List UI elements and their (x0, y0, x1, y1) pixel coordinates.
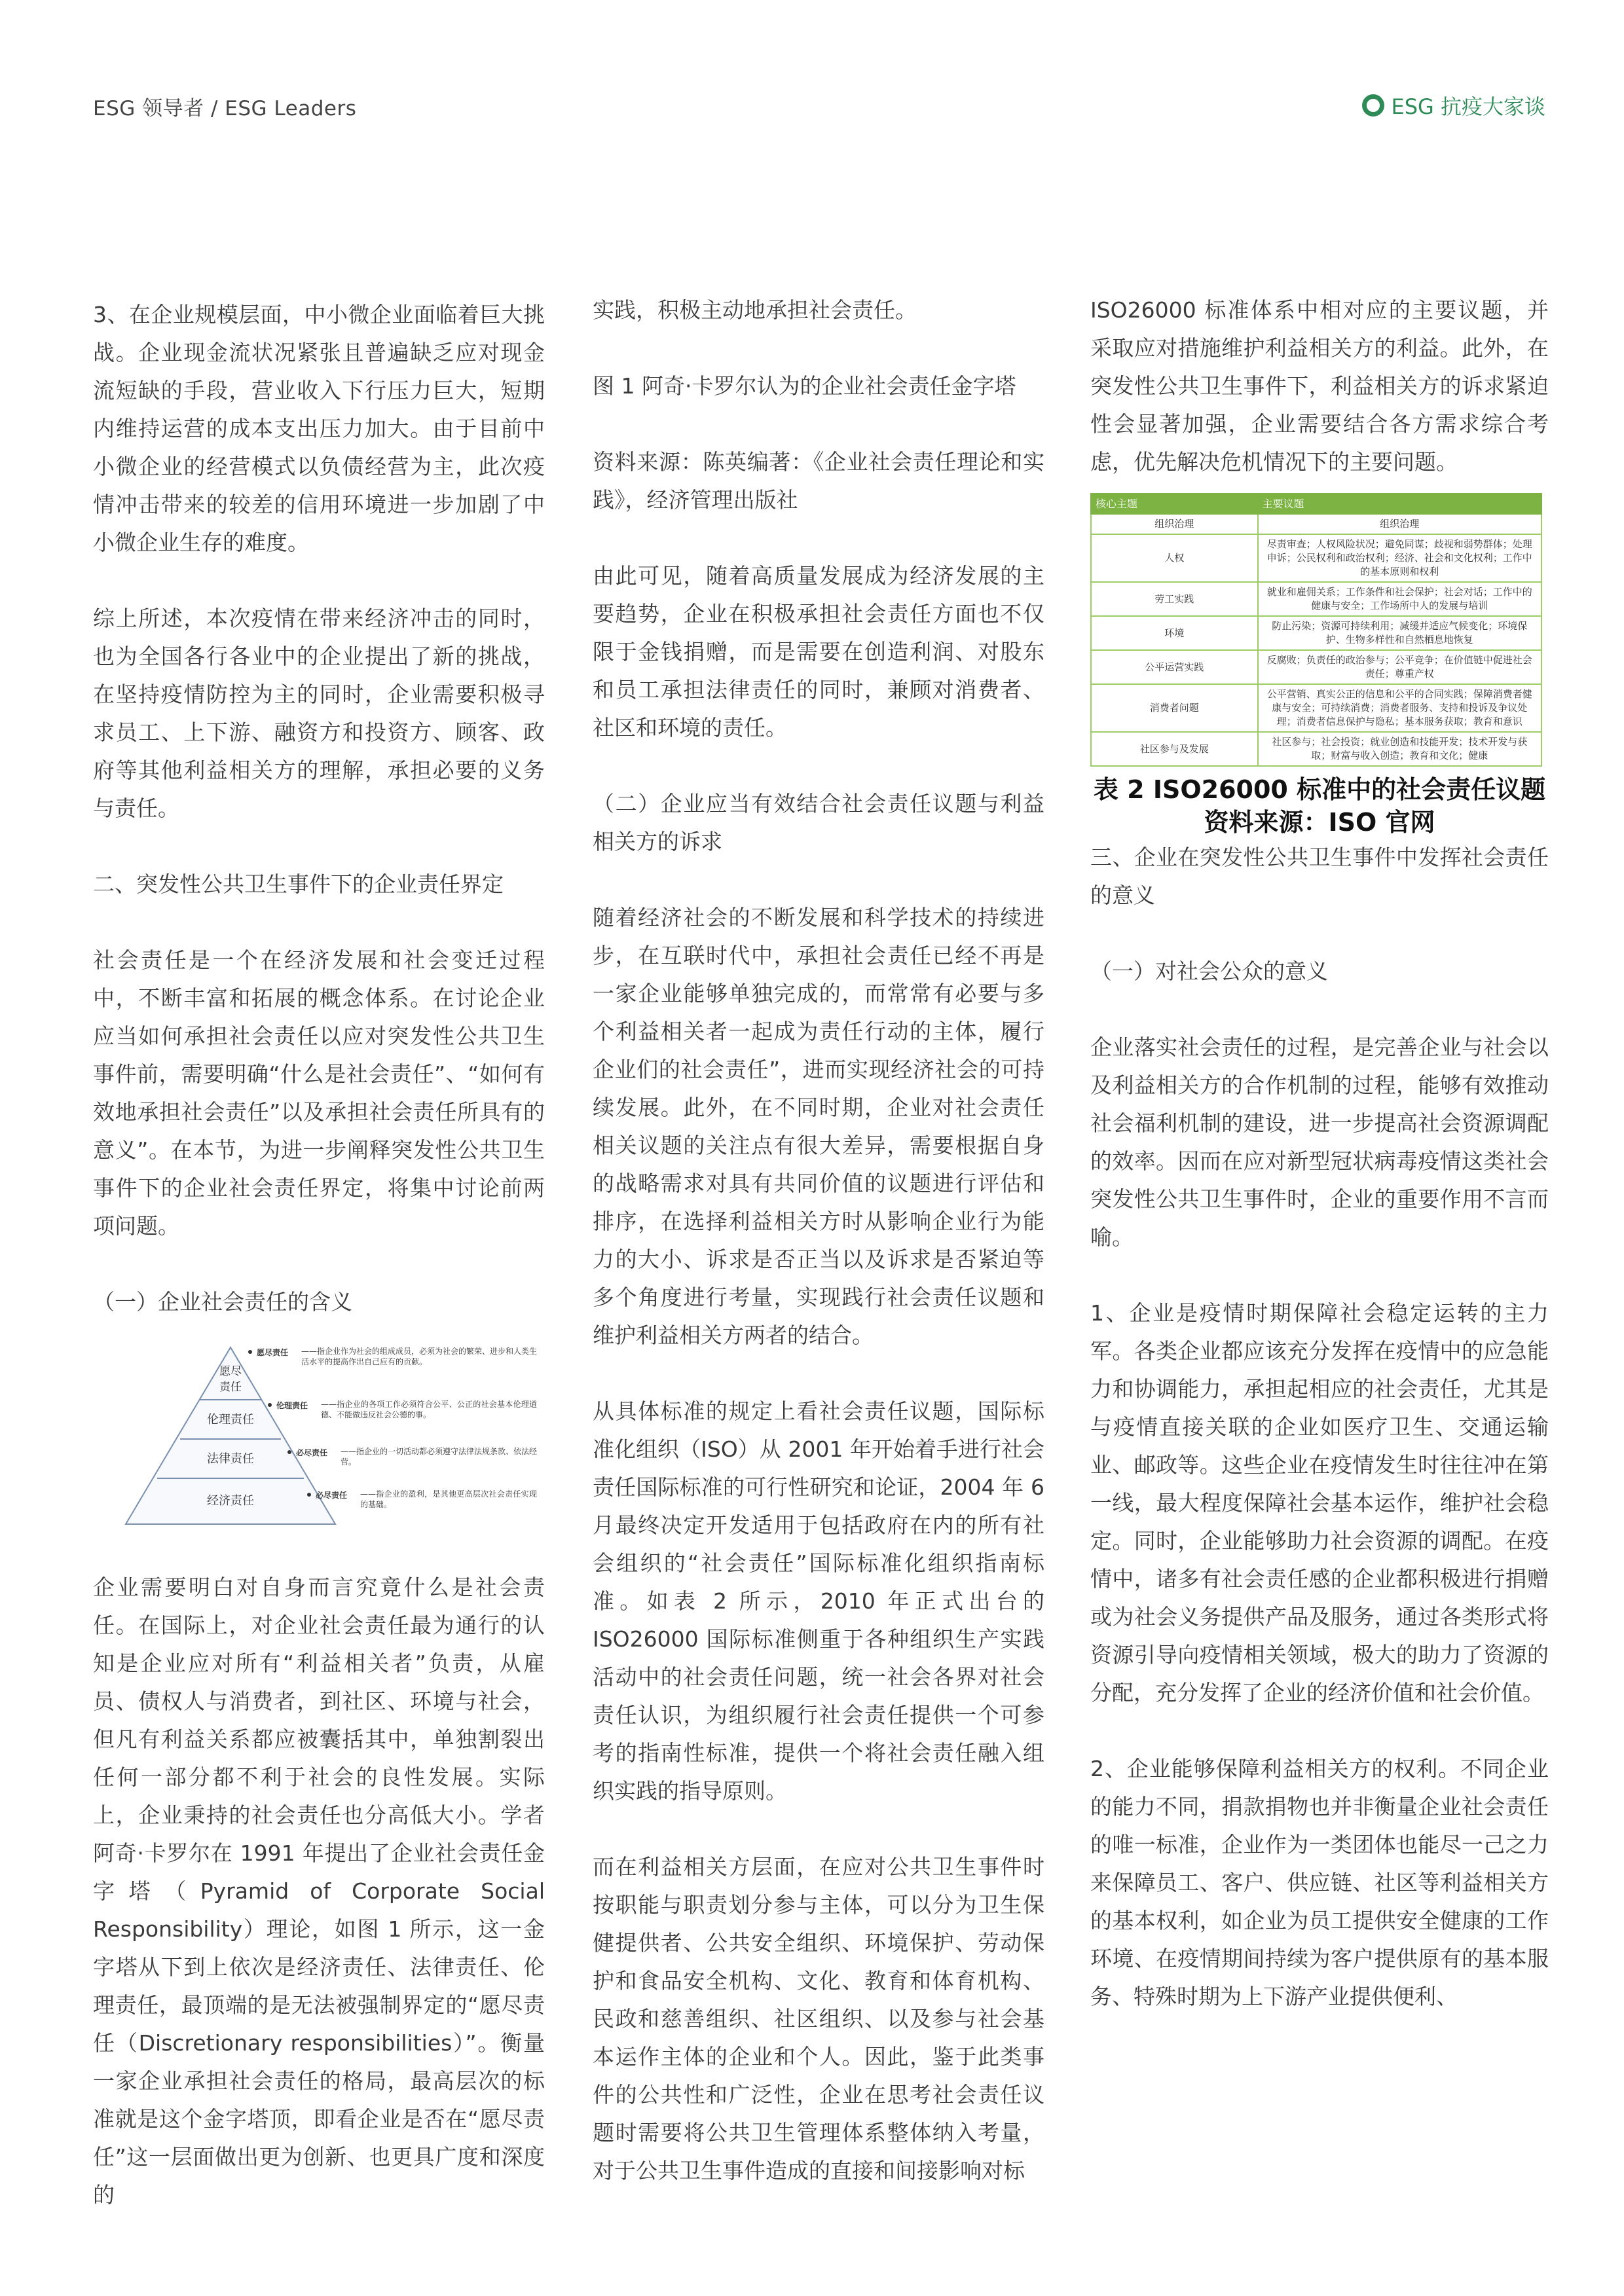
annotation-text: ——指企业的各项工作必须符合公平、公正的社会基本伦理道德、不能做违反社会公德的事。 (321, 1400, 537, 1419)
paragraph: 企业落实社会责任的过程，是完善企业与社会以及利益相关方的合作机制的过程，能够有效推动社会福利机制的建设，进一步提高社会资源调配的效率。因而在应对新型冠状病毒疫情这类社会突发性公共卫生事件时，企业的重要作用不言而喻。 (1090, 1034, 1549, 1250)
iso26000-table-figure (1090, 493, 1542, 767)
table-header-row (1091, 494, 1541, 514)
paragraph: 由此可见，随着高质量发展成为经济发展的主要趋势，企业在积极承担社会责任方面也不仅限于金钱捐赠，而是需要在创造利润、对股东和员工承担法律责任的同时，兼顾对消费者、社区和环境的责任。 (593, 563, 1044, 740)
paragraph: 从具体标准的规定上看社会责任议题，国际标准化组织（ISO）从 2001 年开始着手进行社会责任国际标准的可行性研究和论证，2004 年 6 月最终决定开发适用于包括政府在内的所有社会组织的“社会责任”国际标准化组织指南标准。如表 2 所示，2010 年正式出台的 ISO26000 国际标准侧重于各种组织生产实践活动中的社会责任问题，统一社会各界对社会责任认识，为组织履行社会责任提供一个可参考的指南性标准，提供一个将社会责任融入组织实践的指导原则。 (593, 1398, 1044, 1804)
column-header: 主要议题 (1258, 494, 1541, 514)
table-caption: 表 2 ISO26000 标准中的社会责任议题 (1093, 775, 1546, 804)
paragraph: 综上所述，本次疫情在带来经济冲击的同时，也为全国各行各业中的企业提出了新的挑战，在坚持疫情防控为主的同时，企业需要积极寻求员工、上下游、融资方和投资方、顾客、政府等其他利益相关方的理解，承担必要的义务与责任。 (93, 606, 545, 821)
table-cell: 公平营销、真实公正的信息和公平的合同实践；保障消费者健康与安全；可持续消费；消费者服务、支持和投诉及争议处理；消费者信息保护与隐私；基本服务获取；教育和意识 (1258, 684, 1541, 732)
header-section (1362, 90, 1545, 120)
column-1 (93, 296, 545, 2214)
header-section-title: ESG 抗疫大家谈 (1391, 94, 1545, 119)
table-cell: 公平运营实践 (1091, 650, 1258, 684)
pyramid-level-label: 伦理责任 (207, 1413, 254, 1427)
annotation-title: 愿尽责任 (257, 1348, 289, 1357)
table-cell: 人权 (1091, 534, 1258, 582)
column-header: 核心主题 (1091, 494, 1258, 514)
circle-logo-icon (1362, 94, 1384, 117)
column-3 (1090, 291, 1549, 2016)
annotation-text: ——指企业的一切活动都必须遵守法律法规条款、依法经营。 (341, 1447, 537, 1467)
paragraph: 企业需要明白对自身而言究竟什么是社会责任。在国际上，对企业社会责任最为通行的认知是企业应对所有“利益相关者”负责，从雇员、债权人与消费者，到社区、环境与社会，但凡有利益关系都应被囊括其中，单独割裂出任何一部分都不利于社会的良性发展。实际上，企业秉持的社会责任也分高低大小。学者阿奇·卡罗尔在 1991 年提出了企业社会责任金字塔（Pyramid of Corporate Social Responsibility）理论，如图 1 所示，这一金字塔从下到上依次是经济责任、法律责任、伦理责任，最顶端的是无法被强制界定的“愿尽责任（Discretionary responsibilities）”。衡量一家企业承担社会责任的格局，最高层次的标准就是这个金字塔顶，即看企业是否在“愿尽责任”这一层面做出更为创新、也更具广度和深度的 (93, 1575, 545, 2208)
table-row (1091, 534, 1541, 582)
subsection-heading: （一）对社会公众的意义 (1090, 958, 1328, 984)
table-row (1091, 616, 1541, 650)
paragraph: 1、企业是疫情时期保障社会稳定运转的主力军。各类企业都应该充分发挥在疫情中的应急能力和协调能力，承担起相应的社会责任，尤其是与疫情直接关联的企业如医疗卫生、交通运输业、邮政等。这些企业在疫情发生时往往冲在第一线，最大程度保障社会基本运作，维护社会稳定。同时，企业能够助力社会资源的调配。在疫情中，诸多有社会责任感的企业都积极进行捐赠或为社会义务提供产品及服务，通过各类形式将资源引导向疫情相关领域，极大的助力了资源的分配，充分发挥了企业的经济价值和社会价值。 (1090, 1300, 1549, 1705)
table-cell: 消费者问题 (1091, 684, 1258, 732)
subsection-heading: （一）企业社会责任的含义 (93, 1289, 352, 1315)
table-row (1091, 582, 1541, 616)
pyramid-level-label: 责任 (219, 1381, 242, 1394)
paragraph: 实践，积极主动地承担社会责任。 (593, 297, 917, 323)
paragraph: 3、在企业规模层面，中小微企业面临着巨大挑战。企业现金流状况紧张且普遍缺乏应对现金流短缺的手段，营业收入下行压力巨大，短期内维持运营的成本支出压力加大。由于目前中小微企业的经营模式以负债经营为主，此次疫情冲击带来的较差的信用环境进一步加剧了中小微企业生存的难度。 (93, 302, 545, 555)
annotation-text: ——指企业的盈利，是其他更高层次社会责任实现的基础。 (360, 1489, 537, 1509)
pyramid-level-label: 愿尽 (219, 1365, 242, 1378)
paragraph: 随着经济社会的不断发展和科学技术的持续进步，在互联时代中，承担社会责任已经不再是一家企业能够单独完成的，而常常有必要与多个利益相关者一起成为责任行动的主体，履行企业们的社会责任”，进而实现经济社会的可持续发展。此外，在不同时期，企业对社会责任相关议题的关注点有很大差异，需要根据自身的战略需求对具有共同价值的议题进行评估和排序，在选择利益相关方时从影响企业行为能力的大小、诉求是否正当以及诉求是否紧迫等多个角度进行考量，实现践行社会责任议题和维护利益相关方两者的结合。 (593, 905, 1044, 1348)
table-cell: 反腐败；负责任的政治参与；公平竞争；在价值链中促进社会责任；尊重产权 (1258, 650, 1541, 684)
paragraph: 而在利益相关方层面，在应对公共卫生事件时按职能与职责划分参与主体，可以分为卫生保健提供者、公共安全组织、环境保护、劳动保护和食品安全机构、文化、教育和体育机构、民政和慈善组织、社区组织、以及参与社会基本运作主体的企业和个人。因此，鉴于此类事件的公共性和广泛性，企业在思考社会责任议题时需要将公共卫生管理体系整体纳入考量，对于公共卫生事件造成的直接和间接影响对标 (593, 1854, 1044, 2183)
table-cell: 组织治理 (1258, 514, 1541, 534)
paragraph: 社会责任是一个在经济发展和社会变迁过程中，不断丰富和拓展的概念体系。在讨论企业应当如何承担社会责任以应对突发性公共卫生事件前，需要明确“什么是社会责任”、“如何有效地承担社会责任”以及承担社会责任所具有的意义”。在本节，为进一步阐释突发性公共卫生事件下的企业社会责任界定，将集中讨论前两项问题。 (93, 947, 545, 1239)
pyramid-level-label: 法律责任 (207, 1452, 254, 1466)
pyramid-level-label: 经济责任 (207, 1494, 254, 1508)
column-2 (593, 291, 1044, 2190)
figure-source: 资料来源：陈英编著：《企业社会责任理论和实践》，经济管理出版社 (593, 449, 1044, 513)
header-publication: ESG 领导者 / ESG Leaders (93, 97, 357, 120)
paragraph: 2、企业能够保障利益相关方的权利。不同企业的能力不同，捐款捐物也并非衡量企业社会责任的唯一标准，企业作为一类团体也能尽一己之力来保障员工、客户、供应链、社区等利益相关方的基本权利，如企业为员工提供安全健康的工作环境、在疫情期间持续为客户提供原有的基本服务、特殊时期为上下游产业提供便利、 (1090, 1756, 1549, 2009)
annotation-title: 必尽责任 (316, 1491, 348, 1500)
annotation-text: ——指企业作为社会的组成成员，必须为社会的繁荣、进步和人类生活水平的提高作出自己应有的贡献。 (301, 1347, 537, 1366)
table-row (1091, 684, 1541, 732)
table-cell: 社区参与及发展 (1091, 732, 1258, 766)
annotation-title: 必尽责任 (296, 1448, 328, 1457)
figure-caption: 图 1 阿奇·卡罗尔认为的企业社会责任金字塔 (593, 373, 1016, 399)
table-cell: 就业和雇佣关系；工作条件和社会保护；社会对话；工作中的健康与安全；工作场所中人的发展与培训 (1258, 582, 1541, 616)
iso26000-table (1090, 493, 1542, 767)
table-cell: 组织治理 (1091, 514, 1258, 534)
table-cell: 环境 (1091, 616, 1258, 650)
annotation-title: 伦理责任 (276, 1401, 308, 1410)
table-cell: 社区参与；社会投资；就业创造和技能开发；技术开发与获取；财富与收入创造；教育和文化；健康 (1258, 732, 1541, 766)
paragraph: ISO26000 标准体系中相对应的主要议题，并采取应对措施维护利益相关方的利益。此外，在突发性公共卫生事件下，利益相关方的诉求紧迫性会显著加强，企业需要结合各方需求综合考虑，优先解决危机情况下的主要问题。 (1090, 297, 1549, 475)
section-heading: 三、企业在突发性公共卫生事件中发挥社会责任的意义 (1090, 845, 1549, 908)
section-heading: 二、突发性公共卫生事件下的企业责任界定 (93, 871, 504, 897)
table-row (1091, 732, 1541, 766)
table-cell: 尽责审查；人权风险状况；避免同谋；歧视和弱势群体；处理申诉；公民权利和政治权利；经济、社会和文化权利；工作中的基本原则和权利 (1258, 534, 1541, 582)
table-source: 资料来源：ISO 官网 (1204, 808, 1435, 837)
table-row (1091, 650, 1541, 684)
table-cell: 劳工实践 (1091, 582, 1258, 616)
csr-pyramid-figure (93, 1334, 545, 1531)
table-row (1091, 514, 1541, 534)
subsection-heading: （二）企业应当有效结合社会责任议题与利益相关方的诉求 (593, 791, 1044, 854)
table-cell: 防止污染；资源可持续利用；减缓并适应气候变化；环境保护、生物多样性和自然栖息地恢复 (1258, 616, 1541, 650)
